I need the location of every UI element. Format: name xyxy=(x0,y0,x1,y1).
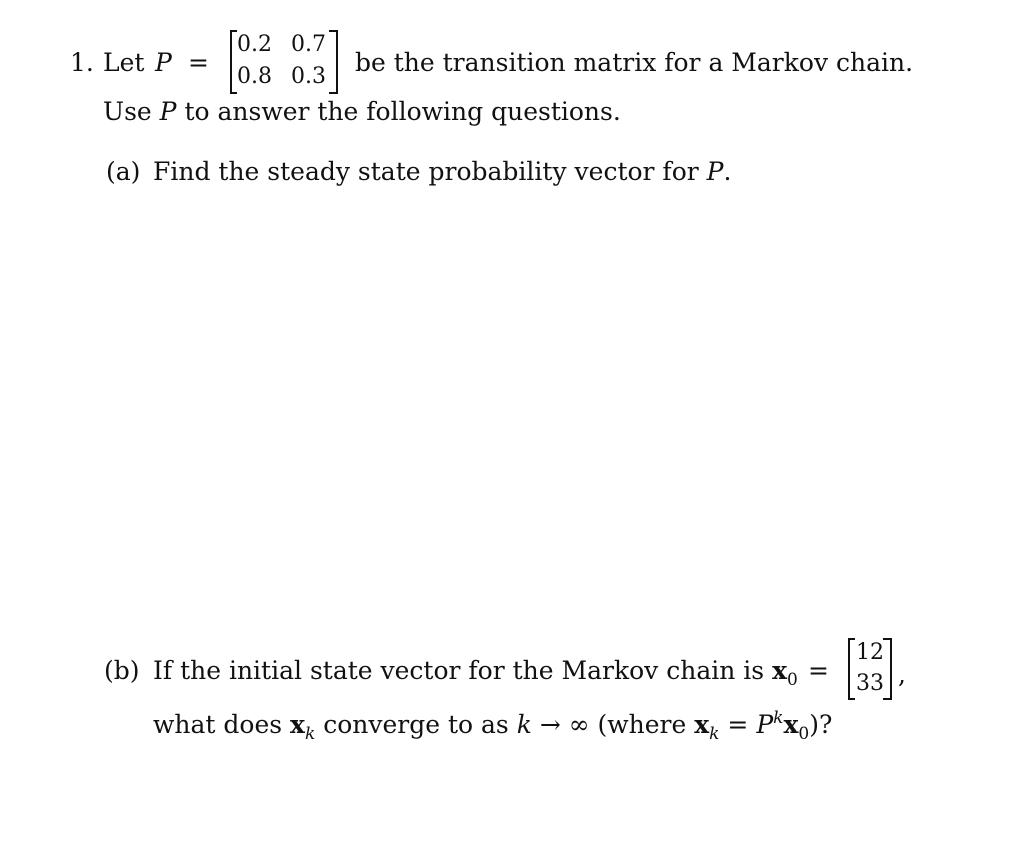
part-b-x0-var: x xyxy=(783,710,799,739)
part-b-xk2-var: x xyxy=(694,710,710,739)
part-b-text: If the initial state vector for the Markov chain is xyxy=(153,656,765,685)
vector-comma: , xyxy=(898,660,906,689)
part-b-close: )? xyxy=(809,710,833,739)
matrix-bracket-tl xyxy=(230,30,237,32)
part-b-x-sub: 0 xyxy=(786,670,798,690)
part-b-pk-sup: k xyxy=(773,708,784,728)
part-b-label: (b) xyxy=(104,656,140,685)
part-b-equals: = xyxy=(808,656,829,685)
part-b-arrow-inf: → ∞ xyxy=(539,710,590,739)
let-text: Let xyxy=(103,48,145,77)
part-b-pk-var: P xyxy=(756,710,774,739)
vector-bracket-tr xyxy=(883,638,890,640)
part-b-equals2: = xyxy=(727,710,749,739)
problem-number: 1. xyxy=(70,48,94,77)
part-b-xk-var: x xyxy=(290,710,305,739)
instruction-var-p: P xyxy=(159,97,177,126)
part-a-question xyxy=(153,157,731,186)
matrix-bracket-br xyxy=(329,92,336,94)
matrix-bracket-tr xyxy=(329,30,336,32)
matrix-cell-12: 0.7 xyxy=(291,32,326,57)
vector-bracket-tl xyxy=(848,638,855,640)
part-b-question xyxy=(153,656,798,690)
instruction-line xyxy=(103,97,621,126)
matrix-cell-11: 0.2 xyxy=(237,32,272,57)
matrix-cell-22: 0.3 xyxy=(291,64,326,89)
part-b-line2-c: (where xyxy=(597,710,687,739)
vector-bracket-bl xyxy=(848,698,855,700)
vector-entry-2: 33 xyxy=(856,671,884,696)
part-a-text: Find the steady state probability vector for xyxy=(153,157,699,186)
part-b-k-var: k xyxy=(516,710,532,739)
part-b-line2-b: converge to as xyxy=(323,710,509,739)
matrix-bracket-bl xyxy=(230,92,237,94)
instruction-suffix: to answer the following questions. xyxy=(184,97,621,126)
part-b-xk2-sub: k xyxy=(709,724,720,744)
part-b-line2 xyxy=(153,708,832,744)
part-b-x0-sub: 0 xyxy=(798,724,810,744)
part-b-xk-sub: k xyxy=(304,724,316,744)
equals-sign: = xyxy=(188,48,209,77)
part-b-x-var: x xyxy=(772,656,787,685)
part-a-label: (a) xyxy=(106,157,141,186)
part-a-period: . xyxy=(723,157,732,186)
vector-entry-1: 12 xyxy=(856,640,884,665)
matrix-description: be the transition matrix for a Markov chain. xyxy=(355,48,914,77)
part-a-var-p: P xyxy=(706,157,724,186)
vector-bracket-br xyxy=(883,698,890,700)
part-b-line2-a: what does xyxy=(153,710,283,739)
var-p: P xyxy=(155,48,172,77)
matrix-cell-21: 0.8 xyxy=(237,64,272,89)
instruction-prefix: Use xyxy=(103,97,152,126)
